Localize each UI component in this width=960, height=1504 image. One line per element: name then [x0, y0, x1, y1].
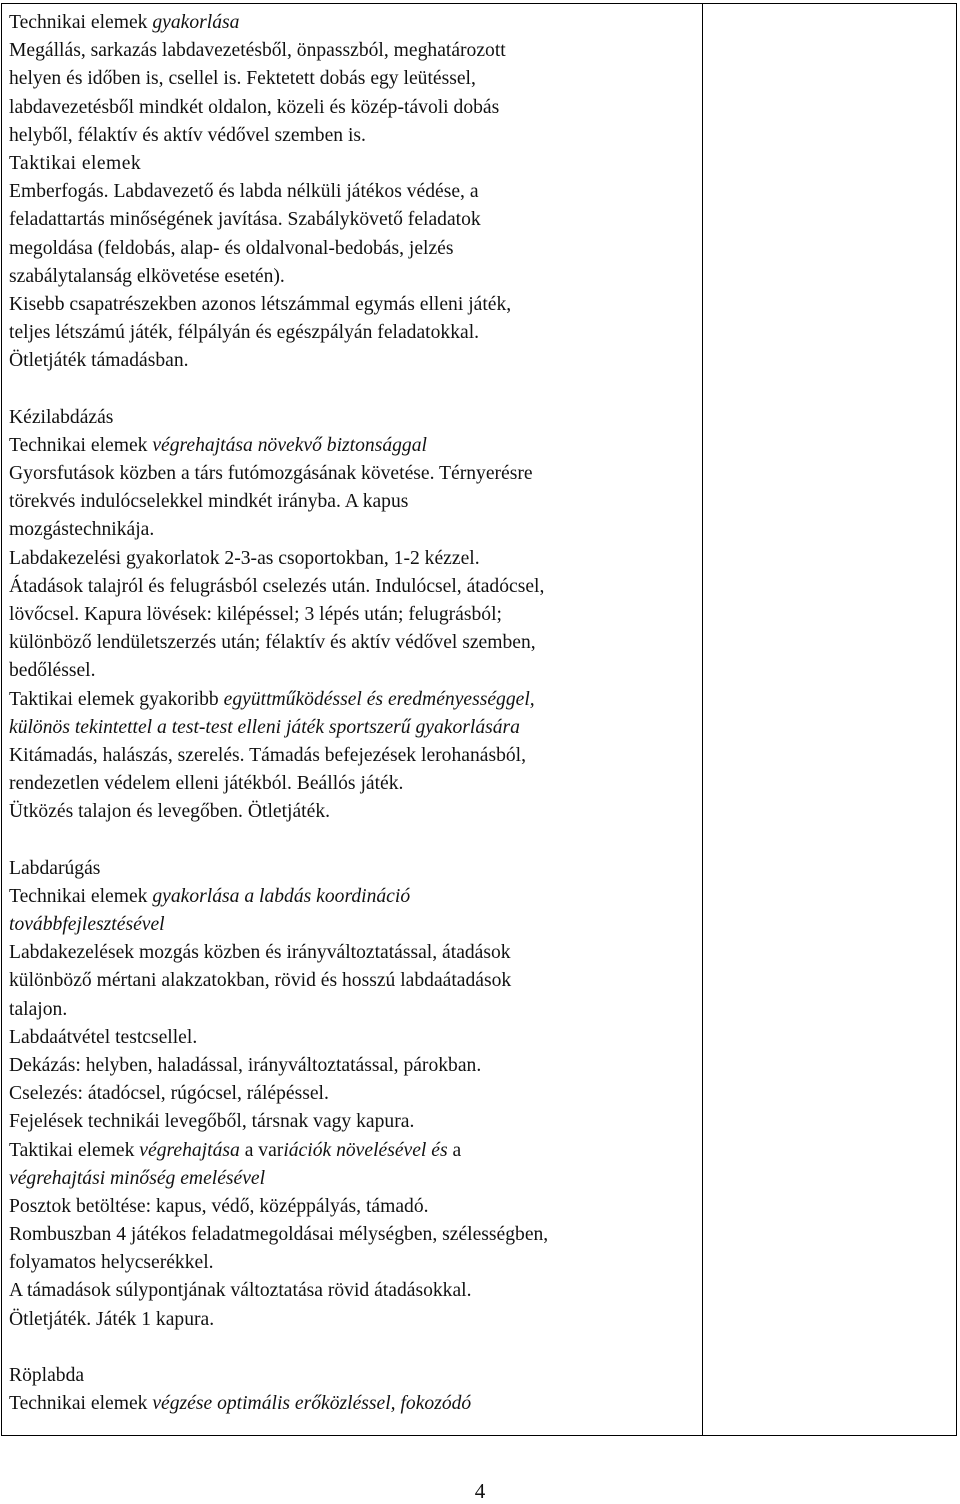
text-line: [9, 1052, 699, 1080]
text-run: különböző lendületszerzés után; félaktív és aktív védővel szemben,: [9, 632, 536, 654]
text-line: [9, 855, 699, 883]
text-run: Dekázás: helyben, haladással, irányváltoztatással, párokban.: [9, 1054, 482, 1076]
text-run: a var: [239, 1139, 284, 1161]
text-line: [9, 263, 699, 291]
text-run: Fejelések technikái levegőből, társnak vagy kapura.: [9, 1111, 415, 1133]
text-run: rendezetlen védelem elleni játékból. Beállós játék.: [9, 773, 404, 795]
text-line: [9, 657, 699, 685]
text-run: Cselezés: átadócsel, rúgócsel, rálépéssel.: [9, 1083, 329, 1105]
left-column-text: [9, 9, 699, 1418]
text-run: Technikai elemek: [9, 1393, 153, 1415]
text-line: [9, 883, 699, 911]
text-run: Technikai elemek: [9, 885, 153, 907]
text-run: Gyorsfutások közben a társ futómozgásának követése. Térnyerésre: [9, 463, 533, 484]
text-line: [9, 291, 699, 319]
text-run: Kézilabdázás: [9, 406, 114, 428]
text-run: Ötletjáték támadásban.: [9, 350, 189, 372]
text-line: [9, 629, 699, 657]
paragraph-gap: [9, 826, 699, 854]
italic-text: gyakorlása a labdás koordináció: [152, 885, 411, 907]
text-line: [9, 460, 699, 488]
text-run: a: [447, 1139, 462, 1161]
text-run: labdavezetésből mindkét oldalon, közeli és közép-távoli dobás: [9, 96, 500, 118]
text-line: [9, 1221, 699, 1249]
text-line: [9, 150, 699, 178]
text-run: Labdaátvétel testcsellel.: [9, 1026, 198, 1048]
text-run: Megállás, sarkazás labdavezetésből, önpasszból, meghatározott: [9, 40, 506, 62]
italic-text: végzése optimális erőközléssel, fokozódó: [152, 1393, 472, 1415]
italic-text: végrehajtása növekvő biztonsággal: [152, 434, 427, 456]
text-run: szabálytalanság elkövetése esetén).: [9, 265, 285, 287]
italic-text: iációk növelésével és: [283, 1139, 448, 1161]
text-run: helyből, félaktív és aktív védővel szemben is.: [9, 124, 366, 146]
text-line: [9, 1137, 699, 1165]
text-run: folyamatos helycserékkel.: [9, 1252, 214, 1274]
text-line: [9, 911, 699, 939]
italic-text: együttműködéssel és eredményességgel,: [223, 688, 535, 710]
text-line: [9, 967, 699, 995]
text-run: A támadások súlypontjának változtatása rövid átadásokkal.: [9, 1280, 472, 1302]
italic-text: végrehajtási minőség emelésével: [9, 1167, 266, 1189]
text-line: [9, 1108, 699, 1136]
text-line: [9, 1249, 699, 1277]
text-run: talajon.: [9, 998, 68, 1020]
text-run: Ütközés talajon és levegőben. Ötletjáték.: [9, 801, 331, 823]
text-run: Röplabda: [9, 1365, 85, 1386]
text-line: [9, 573, 699, 601]
text-line: [9, 178, 699, 206]
italic-text: különös tekintettel a test-test elleni játék sportszerű gyakorlására: [9, 716, 520, 738]
text-run: különböző mértani alakzatokban, rövid és hosszú labdaátadások: [9, 970, 512, 992]
content-table: [1, 3, 957, 1436]
text-line: [9, 686, 699, 714]
text-run: Ötletjáték. Játék 1 kapura.: [9, 1308, 215, 1330]
text-line: [9, 770, 699, 798]
text-line: [9, 714, 699, 742]
text-line: [9, 65, 699, 93]
text-run: Taktikai elemek: [9, 1139, 140, 1161]
text-line: [9, 1080, 699, 1108]
text-line: [9, 516, 699, 544]
text-run: Labdakezelések mozgás közben és irányváltoztatással, átadások: [9, 942, 511, 964]
italic-text: gyakorlása: [152, 12, 240, 33]
text-run: Kitámadás, halászás, szerelés. Támadás befejezések lerohanásból,: [9, 744, 527, 766]
text-run: Kisebb csapatrészekben azonos létszámmal egymás elleni játék,: [9, 293, 512, 315]
paragraph-gap: [9, 375, 699, 403]
paragraph-gap: [9, 1334, 699, 1362]
text-line: [9, 1277, 699, 1305]
text-run: teljes létszámú játék, félpályán és egészpályán feladatokkal.: [9, 322, 480, 344]
text-run: lövőcsel. Kapura lövések: kilépéssel; 3 lépés után; felugrásból;: [9, 603, 502, 625]
text-run: Labdarúgás: [9, 857, 101, 879]
text-run: helyen és időben is, csellel is. Fektetett dobás egy leütéssel,: [9, 68, 476, 90]
column-divider: [702, 4, 703, 1435]
page-number: 4: [474, 1479, 486, 1503]
text-run: Rombuszban 4 játékos feladatmegoldásai mélységben, szélességben,: [9, 1224, 549, 1246]
text-line: [9, 488, 699, 516]
italic-text: továbbfejlesztésével: [9, 914, 165, 935]
text-line: [9, 1362, 699, 1390]
text-run: mozgástechnikája.: [9, 519, 155, 541]
text-line: [9, 37, 699, 65]
text-line: [9, 742, 699, 770]
text-run: feladattartás minőségének javítása. Szabálykövető feladatok: [9, 209, 481, 231]
text-run: törekvés indulócselekkel mindkét irányba. A kapus: [9, 491, 409, 513]
text-line: [9, 545, 699, 573]
text-line: [9, 798, 699, 826]
text-line: [9, 1024, 699, 1052]
text-line: [9, 996, 699, 1024]
text-run: Technikai elemek: [9, 434, 153, 456]
text-line: [9, 235, 699, 263]
text-line: [9, 939, 699, 967]
text-line: [9, 1306, 699, 1334]
text-line: [9, 319, 699, 347]
text-run: Átadások talajról és felugrásból cselezés után. Indulócsel, átadócsel,: [9, 575, 545, 597]
text-run: Taktikai elemek: [9, 152, 142, 174]
text-line: [9, 94, 699, 122]
text-line: [9, 206, 699, 234]
text-run: Posztok betöltése: kapus, védő, középpályás, támadó.: [9, 1195, 429, 1217]
text-run: bedőléssel.: [9, 660, 96, 682]
text-line: [9, 122, 699, 150]
text-line: [9, 601, 699, 629]
text-run: Technikai elemek: [9, 12, 153, 33]
text-run: Labdakezelési gyakorlatok 2-3-as csoportokban, 1-2 kézzel.: [9, 547, 480, 569]
text-line: [9, 404, 699, 432]
text-line: [9, 432, 699, 460]
italic-text: végrehajtása: [139, 1139, 240, 1161]
text-line: [9, 1165, 699, 1193]
text-line: [9, 347, 699, 375]
text-line: [9, 1390, 699, 1418]
text-line: [9, 9, 699, 37]
text-run: Taktikai elemek gyakoribb: [9, 688, 224, 710]
text-run: Emberfogás. Labdavezető és labda nélküli játékos védése, a: [9, 181, 479, 203]
text-line: [9, 1193, 699, 1221]
text-run: megoldása (feldobás, alap- és oldalvonal-bedobás, jelzés: [9, 237, 454, 259]
